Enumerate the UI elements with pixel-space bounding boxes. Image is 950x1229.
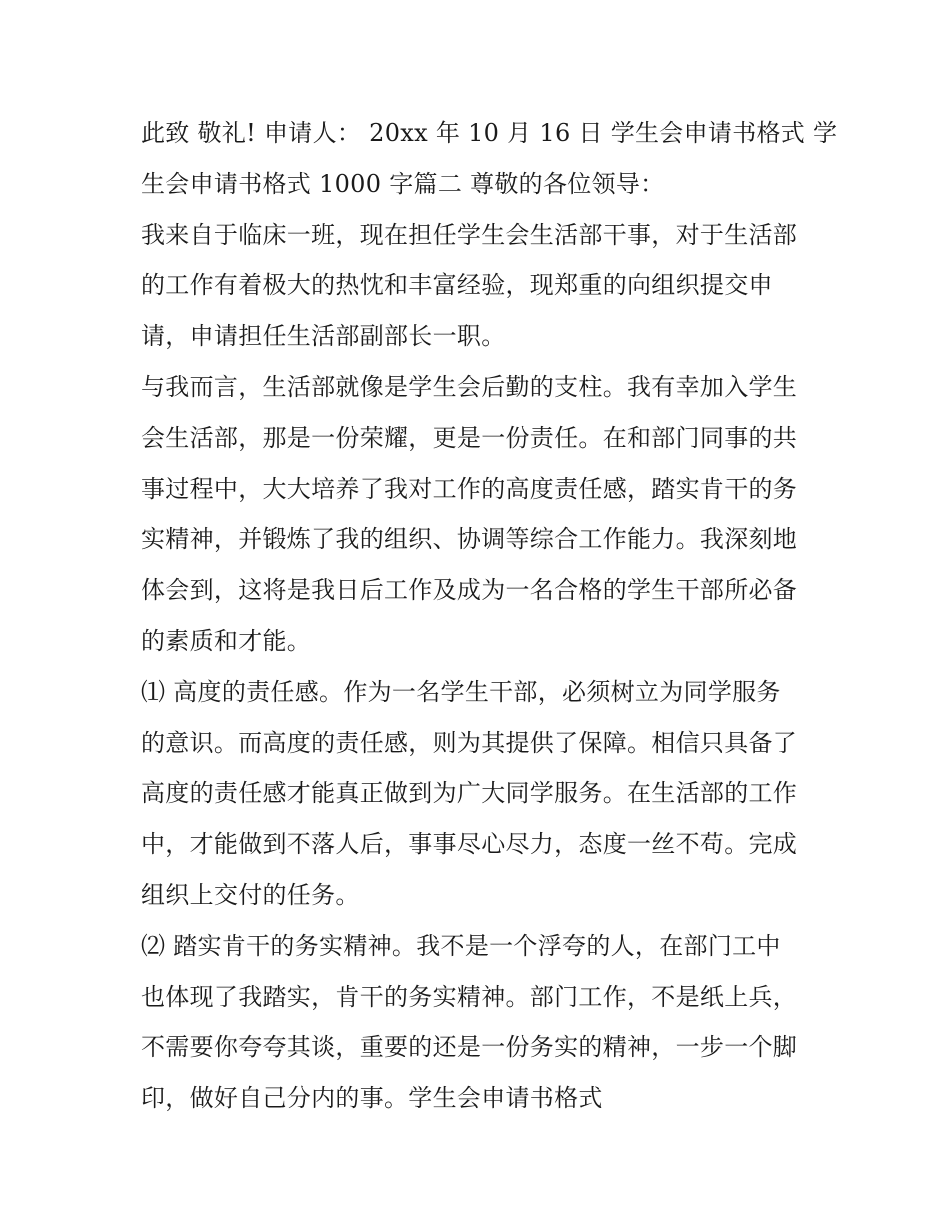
text-line: 印，做好自己分内的事。学生会申请书格式 [141, 1084, 603, 1113]
text-line: 组织上交付的任务。 [141, 880, 360, 909]
text-line: 请，申请担任生活部副部长一职。 [141, 322, 506, 351]
text-line: 中，才能做到不落人后，事事尽心尽力，态度一丝不苟。完成 [141, 830, 798, 859]
text-line: 生会申请书格式 1000 字篇二 尊敬的各位领导： [141, 169, 665, 198]
text-line: 实精神，并锻炼了我的组织、协调等综合工作能力。我深刻地 [141, 525, 798, 554]
text-line: 也体现了我踏实，肯干的务实精神。部门工作，不是纸上兵， [141, 982, 798, 1011]
text-line: 与我而言，生活部就像是学生会后勤的支柱。我有幸加入学生 [141, 372, 798, 401]
text-line: 不需要你夸夸其谈，重要的还是一份务实的精神，一步一个脚 [141, 1033, 798, 1062]
text-line: 我来自于临床一班，现在担任学生会生活部干事，对于生活部 [141, 220, 798, 249]
text-line: 的意识。而高度的责任感，则为其提供了保障。相信只具备了 [141, 728, 798, 757]
text-line: 的素质和才能。 [141, 626, 312, 655]
text-line: 此致 敬礼! 申请人： 20xx 年 10 月 16 日 学生会申请书格式 学 [141, 119, 838, 147]
text-line: 事过程中，大大培养了我对工作的高度责任感，踏实肯干的务 [141, 474, 798, 503]
text-line: 体会到，这将是我日后工作及成为一名合格的学生干部所必备 [141, 576, 798, 605]
text-line: 会生活部，那是一份荣耀，更是一份责任。在和部门同事的共 [141, 423, 798, 452]
document-body [141, 108, 838, 1124]
text-line: 高度的责任感才能真正做到为广大同学服务。在生活部的工作 [141, 779, 798, 808]
text-line: ⑵ 踏实肯干的务实精神。我不是一个浮夸的人，在部门工中 [141, 931, 781, 960]
text-line: ⑴ 高度的责任感。作为一名学生干部，必须树立为同学服务 [141, 677, 781, 706]
text-line: 的工作有着极大的热忱和丰富经验，现郑重的向组织提交申 [141, 271, 773, 300]
